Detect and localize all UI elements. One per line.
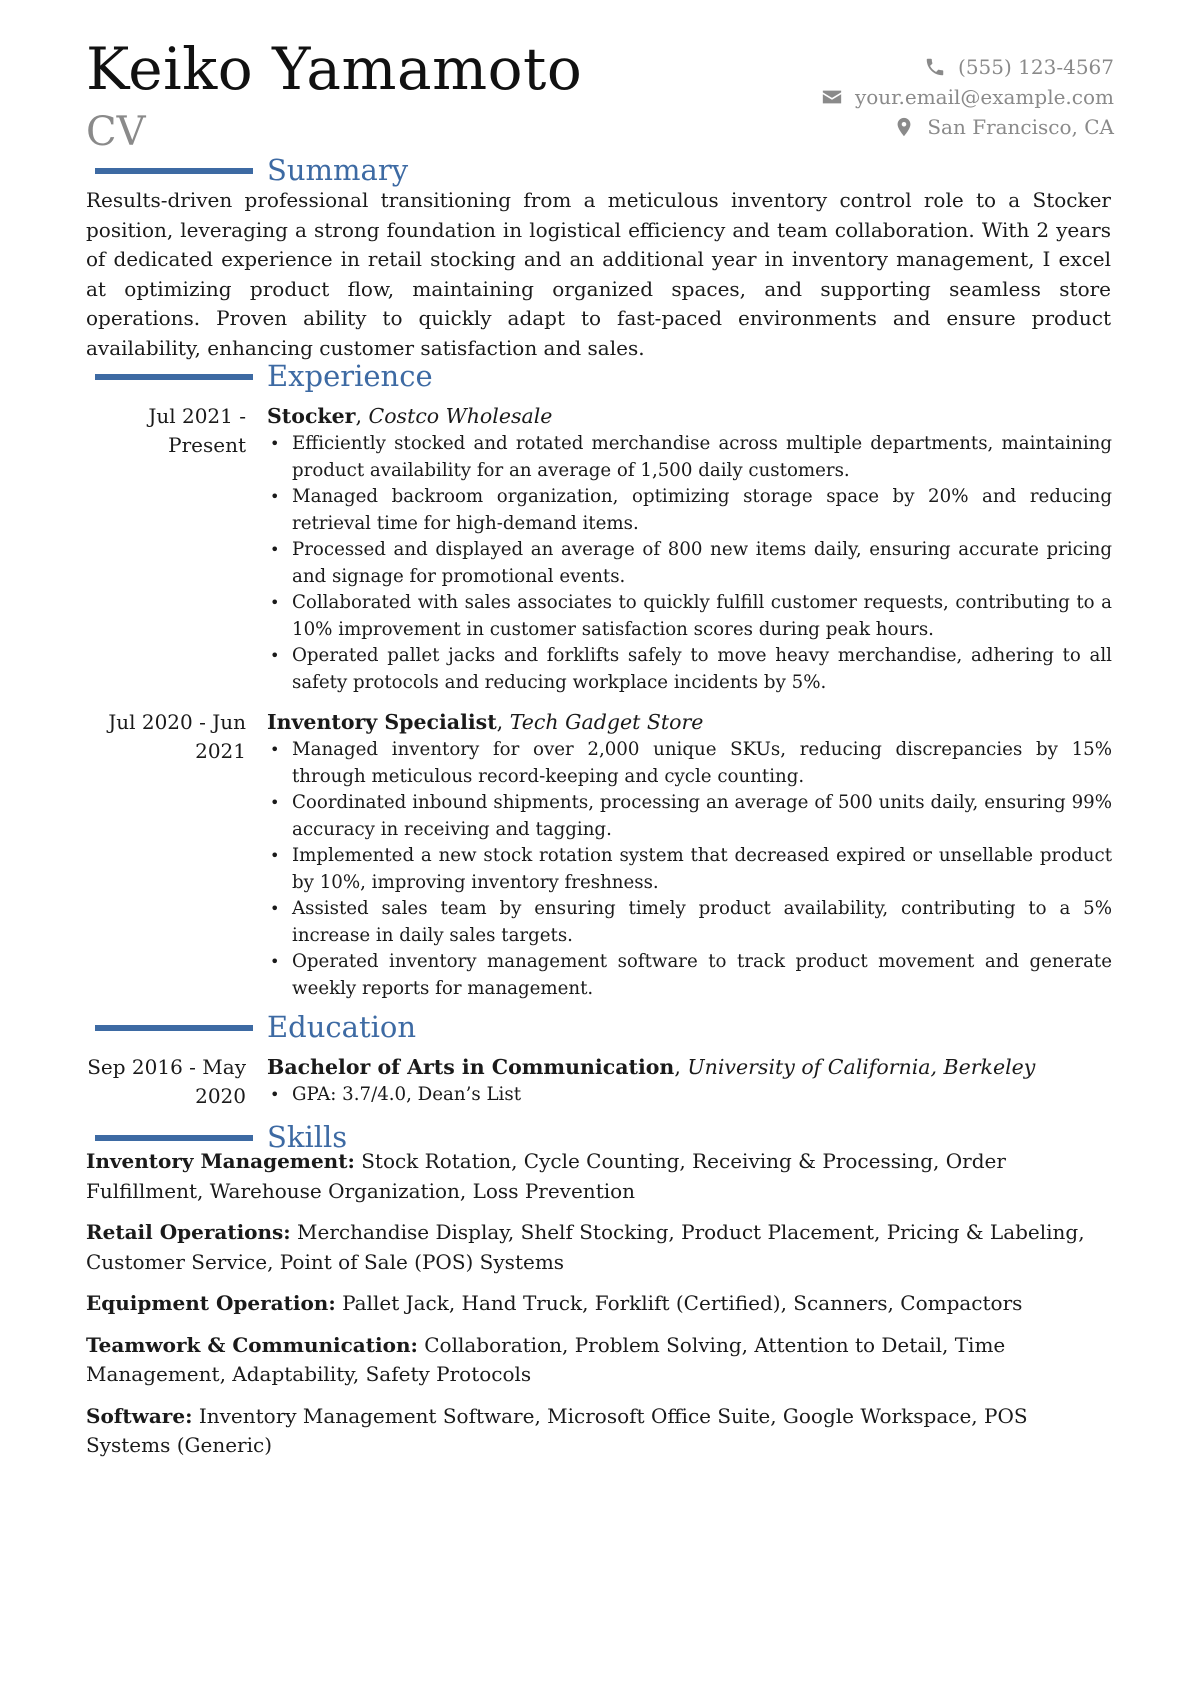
entry-heading: Stocker, Costco Wholesale [267,404,553,428]
list-item: • Managed backroom organization, optimizing storage space by 20% and reducing retrieval time for high-demand items. [292,484,1112,537]
bullet-list [267,1082,1112,1109]
contact-phone [821,52,1114,82]
bullet-list [267,431,1112,696]
entry-body [267,1053,1112,1109]
contact-email [821,82,1114,112]
list-item: • Processed and displayed an average of 800 new items daily, ensuring accurate pricing and signage for promotional events. [292,537,1112,590]
document-subtitle: CV [86,109,146,155]
skill-label: Teamwork & Communication: [86,1332,418,1357]
skill-label: Equipment Operation: [86,1291,336,1315]
skill-label: Inventory Management: [86,1149,355,1173]
bullet-list [267,737,1112,1002]
skill-items: Pallet Jack, Hand Truck, Forklift (Certified), Scanners, Compactors [342,1291,1023,1315]
skill-items: Collaboration, Problem Solving, Attention to Detail, Time Management, Adaptability, Safety Protocols [86,1332,1006,1386]
job-title: Stocker [267,404,356,428]
section-accent-bar [95,1025,253,1031]
list-item: • Efficiently stocked and rotated merchandise across multiple departments, maintaining product availability for an average of 1,500 daily customers. [292,431,1112,484]
section-experience-heading [95,356,1095,396]
candidate-name: Keiko Yamamoto [86,35,583,103]
entry-heading: Bachelor of Arts in Communication, University of California, Berkeley [267,1055,1036,1079]
entry-date: Jul 2020 - Jun 2021 [108,710,246,763]
location-text: San Francisco, CA [927,115,1114,139]
section-summary-heading [95,150,1095,190]
skill-group [86,1331,1111,1390]
list-item: • Coordinated inbound shipments, processing an average of 500 units daily, ensuring 99% accuracy in receiving and tagging. [292,790,1112,843]
list-item: • Managed inventory for over 2,000 unique SKUs, reducing discrepancies by 15% through meticulous record-keeping and cycle counting. [292,737,1112,790]
school-name: University of California, Berkeley [687,1055,1036,1079]
section-education-heading [95,1007,1095,1047]
job-title: Inventory Specialist [267,710,497,734]
section-accent-bar [95,1135,253,1141]
company-name: Tech Gadget Store [509,710,704,734]
list-item: • Assisted sales team by ensuring timely product availability, contributing to a 5% increase in daily sales targets. [292,896,1112,949]
entry-date: Jul 2021 - Present [148,404,246,457]
skill-group [86,1402,1111,1461]
envelope-icon [821,86,843,108]
map-pin-icon [893,116,915,138]
section-title: Skills [267,1120,348,1154]
degree-title: Bachelor of Arts in Communication [267,1055,675,1079]
skill-group [86,1289,1111,1319]
list-item: • Operated inventory management software to track product movement and generate weekly reports for management. [292,949,1112,1002]
section-accent-bar [95,168,253,174]
skill-items: Stock Rotation, Cycle Counting, Receiving & Processing, Order Fulfillment, Warehouse Organization, Loss Prevention [86,1149,1006,1203]
list-item: • Collaborated with sales associates to quickly fulfill customer requests, contributing to a 10% improvement in customer satisfaction scores during peak hours. [292,590,1112,643]
phone-number[interactable]: (555) 123-4567 [958,55,1114,79]
skill-label: Retail Operations: [86,1220,291,1244]
skills-list [86,1147,1111,1473]
skill-group [86,1147,1111,1206]
phone-icon [924,56,946,78]
list-item: • Implemented a new stock rotation system that decreased expired or unsellable product by 10%, improving inventory freshness. [292,843,1112,896]
skill-items: Merchandise Display, Shelf Stocking, Product Placement, Pricing & Labeling, Customer Service, Point of Sale (POS) Systems [86,1220,1085,1274]
entry-body [267,402,1112,696]
section-accent-bar [95,374,253,380]
list-item: • Operated pallet jacks and forklifts safely to move heavy merchandise, adhering to all safety protocols and reducing workplace incidents by 5%. [292,643,1112,696]
contact-block [821,52,1114,142]
section-title: Summary [267,153,409,187]
skill-label: Software: [86,1403,193,1428]
entry-body [267,708,1112,1002]
company-name: Costco Wholesale [368,404,553,428]
entry-heading: Inventory Specialist, Tech Gadget Store [267,710,704,734]
skill-items: Inventory Management Software, Microsoft Office Suite, Google Workspace, POS Systems (Generic) [86,1403,1028,1457]
entry-date: Sep 2016 - May 2020 [87,1055,246,1108]
section-title: Education [267,1010,417,1044]
summary-paragraph: Results-driven professional transitioning from a meticulous inventory control role to a Stocker position, leveraging a strong foundation in logistical efficiency and team collaboration. With 2 years of dedicated experience in retail stocking and an additional year in inventory management, I excel at optimizing product flow, maintaining organized spaces, and supporting seamless store operations. Proven ability to quickly adapt to fast-paced environments and ensure product availability, enhancing customer satisfaction and sales. [86,188,1111,360]
contact-location [821,112,1114,142]
list-item: • GPA: 3.7/4.0, Dean’s List [292,1082,1112,1109]
section-title: Experience [267,359,433,393]
email-address[interactable]: your.email@example.com [854,85,1114,109]
skill-group [86,1218,1111,1277]
